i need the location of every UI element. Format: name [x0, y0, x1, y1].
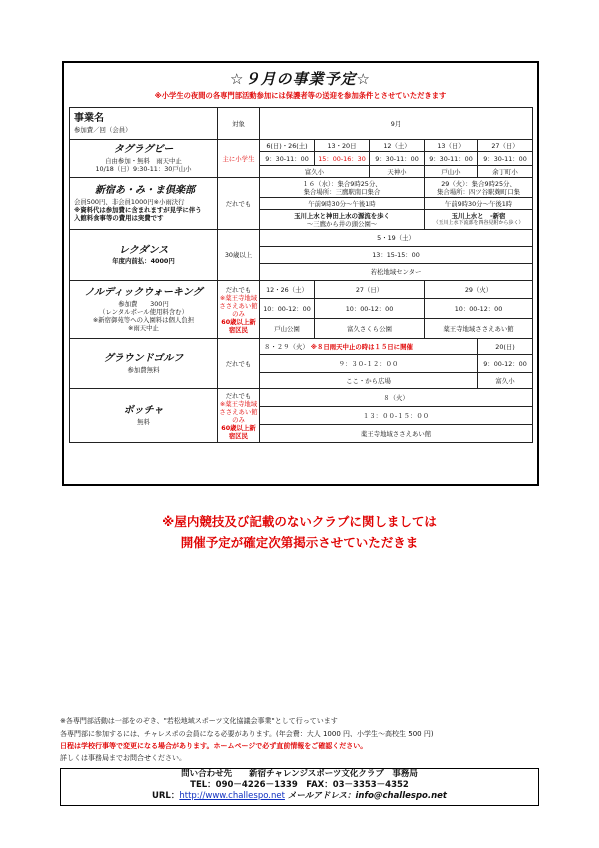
- table-row: [70, 178, 533, 198]
- event-name: レクダンス: [118, 244, 169, 256]
- target-cell: [218, 281, 260, 339]
- date-cell: [425, 178, 533, 198]
- contact-title: 問い合わせ先 新宿チャレンジスポーツ文化クラブ 事務局: [181, 769, 418, 779]
- schedule-frame: [62, 61, 539, 486]
- event-name: ボッチャ: [123, 405, 164, 417]
- place-cell: 富久小: [478, 373, 533, 389]
- date-cell: ８（火）: [260, 389, 533, 407]
- table-row: [70, 281, 533, 299]
- date-cell: 12（土）: [370, 140, 425, 152]
- route-sub: ～三鷹から井の頭公園～: [306, 219, 378, 228]
- target-cell: [218, 389, 260, 443]
- table-header-row: [70, 108, 533, 140]
- date-cell: [260, 178, 425, 198]
- time-cell: 10：00-12：00: [315, 299, 425, 319]
- event-desc: 無料: [137, 417, 150, 426]
- event-desc: 自由参加・無料 雨天中止: [105, 156, 182, 165]
- date-cell: 27（日）: [315, 281, 425, 299]
- footer-warning: 日程は学校行事等で変更になる場合があります。ホームページで必ず直前情報をご確認ください。: [60, 742, 368, 750]
- place-cell: 天神小: [370, 166, 425, 178]
- table-row: [70, 140, 533, 152]
- indoor-notice-line1: ※屋内競技及び記載のないクラブに関しましては: [162, 514, 437, 529]
- header-month: 9月: [260, 108, 533, 140]
- header-target: 対象: [218, 108, 260, 140]
- target-cell: 30歳以上: [218, 230, 260, 281]
- target-note: ※薬王寺地域ささえあい館のみ: [219, 293, 258, 318]
- footer-line: 詳しくは事務局までお問合せください。: [60, 754, 186, 762]
- place-cell: 若松地域センター: [260, 264, 533, 281]
- target-cell: だれでも: [218, 178, 260, 230]
- time-cell: 9：30-11：00: [478, 152, 533, 166]
- page-title: ☆９月の事業予定☆: [230, 70, 371, 88]
- date-cell: 27（日）: [478, 140, 533, 152]
- time-cell: ９：３０-１２：００: [260, 355, 478, 373]
- event-desc: 参加費無料: [127, 365, 160, 374]
- target-note: ※薬王寺地域ささえあい館のみ: [219, 399, 258, 424]
- place-cell: 余丁町小: [478, 166, 533, 178]
- time-cell: 9：00-12：00: [478, 355, 533, 373]
- event-desc: ※新宿御苑等への入園料は個人負担: [92, 315, 195, 324]
- event-desc: ※資料代は参加費に含まれますが見学に伴う: [74, 205, 202, 214]
- time-cell: １３：００-１５：００: [260, 407, 533, 425]
- place-cell: 薬王寺地域ささえあい館: [425, 319, 533, 339]
- date-cell: 6(日)・26(土): [260, 140, 315, 152]
- time-cell: 10：00-12：00: [260, 299, 315, 319]
- time-cell: 午前9時30分～午後1時: [260, 198, 425, 210]
- date-cell: 12・26（土）: [260, 281, 315, 299]
- header-event: 事業名: [74, 113, 104, 125]
- time-cell: 午前9時30分～午後1時: [425, 198, 533, 210]
- event-cell: [70, 389, 218, 443]
- place-cell: ここ・から広場: [260, 373, 478, 389]
- place-cell: 富久小: [260, 166, 370, 178]
- event-desc: 入館料食事等の費用は実費です: [74, 213, 164, 222]
- table-row: [70, 389, 533, 407]
- website-link[interactable]: http://www.challespo.net: [179, 791, 285, 802]
- route-cell: [425, 210, 533, 230]
- route-text: 玉川上水と神田上水の源流を歩く: [294, 211, 390, 220]
- target-note: 60歳以上新宿区民: [221, 317, 256, 334]
- event-name: 新宿あ・み・ま倶楽部: [95, 185, 195, 197]
- target-note: 60歳以上新宿区民: [221, 423, 256, 440]
- place-text: 集合場所：四ツ谷駅麹町口集: [436, 187, 521, 196]
- table-row: [70, 339, 533, 355]
- event-cell: [70, 281, 218, 339]
- time-cell: 15：00-16：30: [315, 152, 370, 166]
- contact-web: [61, 791, 538, 802]
- place-cell: 戸山公園: [260, 319, 315, 339]
- contact-box: [60, 768, 539, 806]
- date-text: 29（火）：集合9時25分、: [441, 179, 516, 188]
- contact-mail: メールアドレス：info@challespo.net: [287, 791, 447, 802]
- event-name: タグラグビー: [113, 144, 174, 156]
- date-text: １６（水）：集合9時25分、: [302, 179, 382, 188]
- event-cell: [70, 140, 218, 178]
- place-cell: 戸山小: [425, 166, 478, 178]
- place-cell: 富久さくら公園: [315, 319, 425, 339]
- table-row: [70, 230, 533, 247]
- target-cell: だれでも: [218, 339, 260, 389]
- date-cell: 20(日): [478, 339, 533, 355]
- guardian-notice: ※小学生の夜間の各専門部活動参加には保護者等の送迎を参加条件とさせていただきます: [154, 91, 447, 100]
- route-text: 玉川上水と -新宿: [451, 212, 506, 221]
- event-desc: 参加費 300円: [118, 299, 169, 308]
- time-cell: 9：30-11：00: [370, 152, 425, 166]
- header-event-cell: [70, 108, 218, 140]
- time-cell: 13：15-15：00: [260, 247, 533, 264]
- event-cell: [70, 178, 218, 230]
- date-cell: 5・19（土）: [260, 230, 533, 247]
- event-name: グラウンドゴルフ: [103, 353, 184, 365]
- target-text: だれでも: [225, 285, 252, 294]
- footer-line: ※各専門部活動は一部をのぞき、"若松地域スポーツ文化協議会事業"として行っています: [60, 717, 338, 725]
- schedule-table: [69, 107, 533, 443]
- event-desc: 年度内前払：4000円: [112, 257, 175, 266]
- contact-phone: TEL：090－4226－1339 FAX：03－3353－4352: [190, 780, 409, 791]
- time-cell: 10：00-12：00: [425, 299, 533, 319]
- event-desc: 会員500円、非会員1000円※小雨決行: [74, 197, 185, 206]
- date-cell: 13（日）: [425, 140, 478, 152]
- date-note: ※８日雨天中止の時は１５日に開催: [310, 342, 413, 351]
- route-cell: [260, 210, 425, 230]
- target-cell: 主に小学生: [218, 140, 260, 178]
- url-label: URL：: [151, 791, 180, 802]
- event-desc: 10/18（日）9:30-11：30戸山小: [95, 164, 192, 173]
- date-cell: 13・20日: [315, 140, 370, 152]
- place-cell: 薬王寺地域ささえあい館: [260, 425, 533, 443]
- target-text: だれでも: [225, 391, 252, 400]
- time-cell: 9：30-11：00: [425, 152, 478, 166]
- event-name: ノルディックウォーキング: [84, 287, 203, 299]
- route-sub: （玉川上水下流部を四谷見附から歩く）: [433, 220, 524, 227]
- header-event-sub: 参加費／回（会員）: [74, 125, 132, 134]
- date-text: ８・２９（火）: [264, 342, 309, 351]
- event-cell: [70, 230, 218, 281]
- event-desc: （レンタルポール使用料含む）: [99, 307, 188, 316]
- indoor-notice-line2: 開催予定が確定次第掲示させていただきま: [180, 535, 419, 550]
- date-cell: 29（火）: [425, 281, 533, 299]
- event-desc: ※雨天中止: [128, 323, 159, 332]
- time-cell: 9：30-11：00: [260, 152, 315, 166]
- date-cell: [260, 339, 478, 355]
- event-cell: [70, 339, 218, 389]
- footer-line: 各専門部に参加するには、チャレスポの会員になる必要があります。(年会費：大人 1000 円、小学生～高校生 500 円): [60, 730, 434, 738]
- place-text: 集合場所：三鷹駅南口集合: [303, 187, 381, 196]
